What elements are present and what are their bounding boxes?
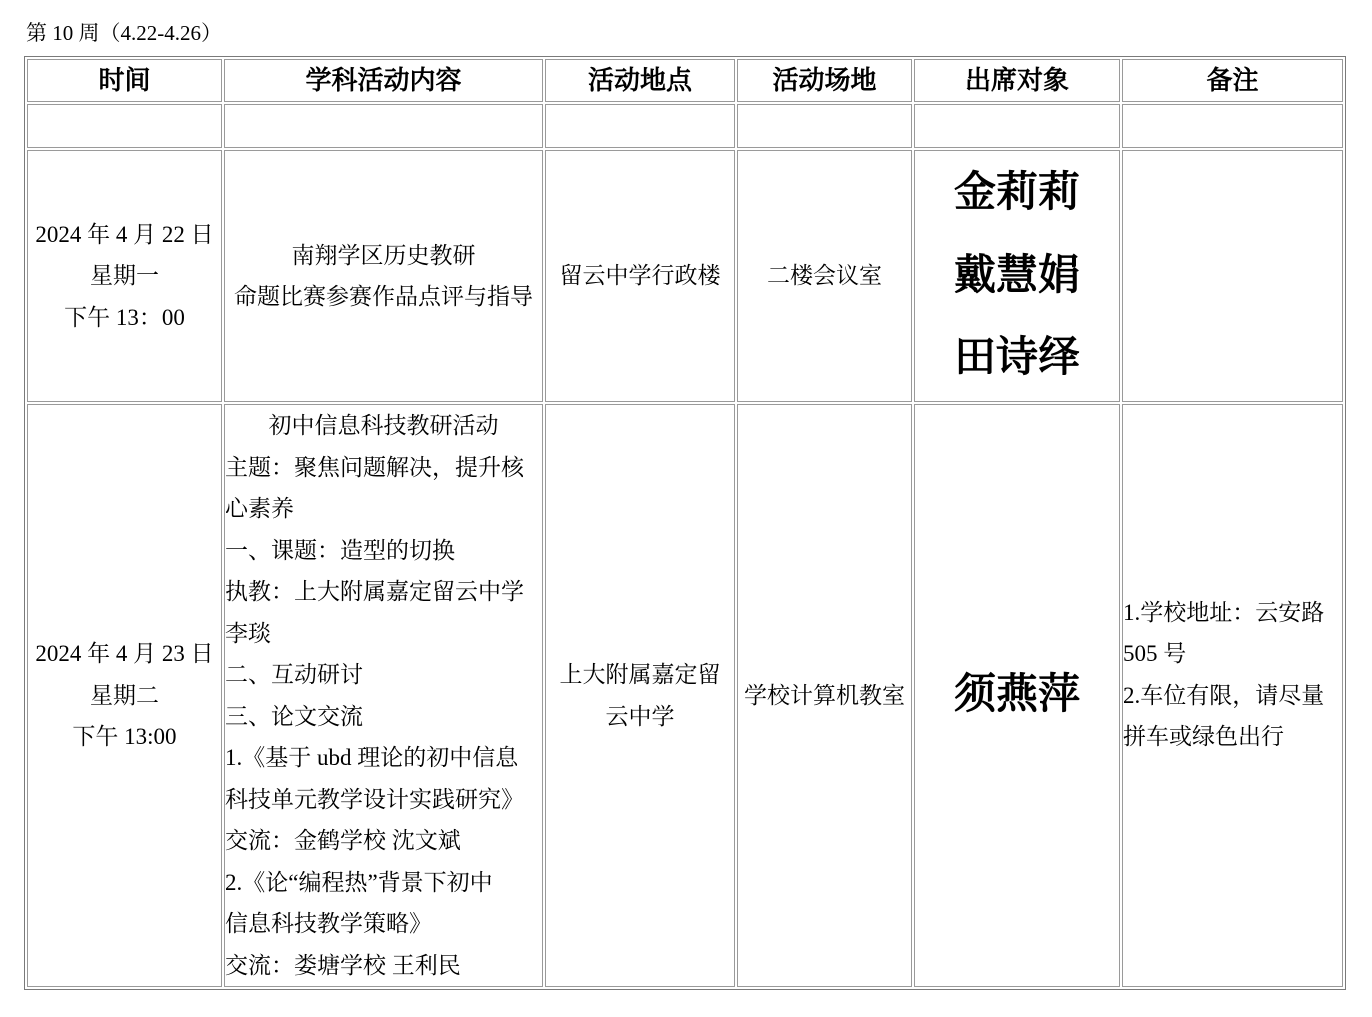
- header-attendees: 出席对象: [914, 59, 1120, 102]
- cell-notes: [1122, 150, 1343, 402]
- cell-time: [27, 404, 222, 987]
- attendee-name: 田诗绎: [953, 335, 1080, 382]
- note-line: 2.车位有限，请尽量: [1123, 682, 1325, 708]
- header-location: 活动地点: [545, 59, 735, 102]
- cell-notes: [1122, 404, 1343, 987]
- empty-cell: [1122, 104, 1343, 148]
- content-line: 科技单元教学设计实践研究》: [225, 786, 524, 812]
- content-line: 交流：金鹤学校 沈文斌: [225, 828, 461, 853]
- header-venue: 活动场地: [737, 59, 912, 102]
- venue-line: 二楼会议室: [767, 263, 882, 289]
- header-content: 学科活动内容: [224, 59, 543, 102]
- cell-location: [545, 150, 735, 402]
- content-line: 命题比赛参赛作品点评与指导: [234, 284, 533, 309]
- time-line: 星期二: [90, 682, 159, 708]
- venue-line: 学校计算机教室: [744, 682, 905, 708]
- empty-cell: [27, 104, 222, 148]
- location-line: 上大附属嘉定留: [559, 662, 721, 687]
- schedule-table: [24, 56, 1346, 990]
- content-line: 二、互动研讨: [225, 662, 363, 687]
- content-line: 李琰: [225, 620, 271, 646]
- cell-content: [224, 150, 543, 402]
- cell-location: [545, 404, 735, 987]
- time-line: 下午 13:00: [72, 724, 177, 750]
- table-row: [27, 150, 1343, 402]
- cell-venue: [737, 404, 912, 987]
- header-time: 时间: [27, 59, 222, 102]
- content-heading: 初中信息科技教研活动: [268, 413, 499, 438]
- table-row: [27, 404, 1343, 987]
- content-line: 2.《论“编程热”背景下初中: [225, 869, 493, 895]
- header-row: [27, 59, 1343, 102]
- cell-attendees: [914, 150, 1120, 402]
- content-line: 三、论文交流: [225, 703, 363, 729]
- note-line: 505 号: [1123, 641, 1187, 666]
- content-line: 主题：聚焦问题解决，提升核: [225, 454, 524, 480]
- attendee-name: 戴慧娟: [953, 252, 1080, 299]
- attendee-name: 须燕萍: [953, 672, 1080, 719]
- header-notes: 备注: [1122, 59, 1343, 102]
- notes-block: [1123, 592, 1342, 800]
- cell-content: [224, 404, 543, 987]
- content-line: 心素养: [225, 496, 294, 521]
- content-line: 1.《基于 ubd 理论的初中信息: [225, 745, 519, 770]
- content-line: 一、课题：造型的切换: [225, 537, 455, 563]
- cell-venue: [737, 150, 912, 402]
- content-line: 南翔学区历史教研: [291, 242, 476, 268]
- note-line: 1.学校地址：云安路: [1123, 599, 1325, 625]
- location-line: 留云中学行政楼: [559, 263, 721, 289]
- time-line: 2024 年 4 月 22 日: [35, 221, 214, 247]
- time-line: 星期一: [90, 263, 159, 289]
- empty-cell: [545, 104, 735, 148]
- location-line: 云中学: [605, 703, 675, 729]
- page-title: 第 10 周（4.22-4.26）: [26, 21, 222, 45]
- empty-cell: [737, 104, 912, 148]
- content-line: 执教：上大附属嘉定留云中学: [225, 579, 524, 604]
- time-line: 下午 13：00: [64, 304, 185, 330]
- empty-cell: [914, 104, 1120, 148]
- content-line: 信息科技教学策略》: [225, 911, 432, 936]
- content-line: 交流：娄塘学校 王利民: [225, 952, 461, 978]
- cell-attendees: [914, 404, 1120, 987]
- note-line: 拼车或绿色出行: [1123, 724, 1284, 749]
- empty-row: [27, 104, 1343, 148]
- time-line: 2024 年 4 月 23 日: [35, 641, 214, 667]
- empty-cell: [224, 104, 543, 148]
- attendee-name: 金莉莉: [953, 170, 1080, 217]
- cell-time: [27, 150, 222, 402]
